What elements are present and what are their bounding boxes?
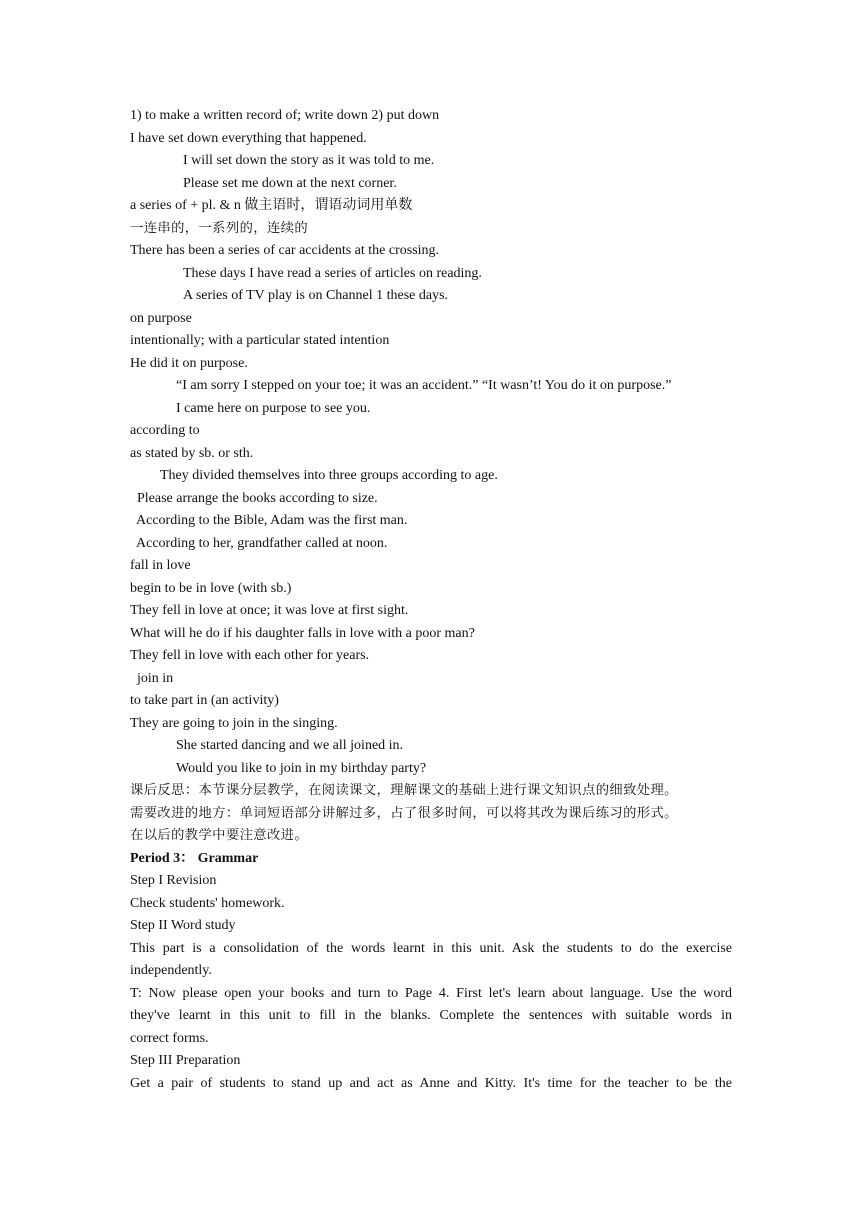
example-sentence: They fell in love at once; it was love at first sight. <box>130 603 409 618</box>
example-sentence: Would you like to join in my birthday party? <box>176 760 427 776</box>
phrase-heading: join in <box>137 670 174 686</box>
step-heading: Step III Preparation <box>130 1053 241 1068</box>
example-sentence: A series of TV play is on Channel 1 these days. <box>183 288 449 303</box>
example-sentence: What will he do if his daughter falls in love with a poor man? <box>130 625 475 641</box>
example-sentence: There has been a series of car accidents at the crossing. <box>130 243 440 258</box>
example-sentence: I came here on purpose to see you. <box>176 400 371 416</box>
phrase-heading: on purpose <box>130 310 192 326</box>
step-text: Check students' homework. <box>130 895 285 911</box>
example-sentence: “I am sorry I stepped on your toe; it was an accident.” “It wasn’t! You do it on purpose.” <box>176 378 672 393</box>
example-sentence: According to the Bible, Adam was the first man. <box>136 513 408 528</box>
example-sentence: They divided themselves into three groups according to age. <box>160 468 498 483</box>
definition-line: as stated by sb. or sth. <box>130 445 254 461</box>
step-text: T: Now please open your books and turn to Page 4. First let's learn about language. Use the word <box>130 985 732 1001</box>
example-sentence: They are going to join in the singing. <box>130 715 338 731</box>
phrase-heading: fall in love <box>130 558 191 573</box>
definition-line: intentionally; with a particular stated intention <box>130 333 390 348</box>
example-sentence: They fell in love with each other for years. <box>130 648 370 663</box>
step-heading: Step I Revision <box>130 873 217 888</box>
phrase-heading: according to <box>130 423 200 438</box>
definition-line: 一连串的，一系列的，连续的 <box>130 220 309 236</box>
reflection-line: 在以后的教学中要注意改进。 <box>130 828 309 843</box>
example-sentence: I will set down the story as it was told to me. <box>183 153 435 168</box>
example-sentence: I have set down everything that happened. <box>130 130 367 146</box>
example-sentence: Please arrange the books according to size. <box>137 490 378 506</box>
step-heading: Step II Word study <box>130 918 236 933</box>
phrase-heading: a series of + pl. & n 做主语时，谓语动词用单数 <box>130 198 413 213</box>
step-text: they've learnt in this unit to fill in the blanks. Complete the sentences with suitable words in <box>130 1008 732 1023</box>
step-text: correct forms. <box>130 1030 209 1046</box>
definition-line: to take part in (an activity) <box>130 693 279 708</box>
step-text: This part is a consolidation of the words learnt in this unit. Ask the students to do the exercise <box>130 940 732 956</box>
lesson-plan-text <box>130 105 732 1095</box>
example-sentence: Please set me down at the next corner. <box>183 175 397 191</box>
example-sentence: He did it on purpose. <box>130 355 248 371</box>
definition-line: begin to be in love (with sb.) <box>130 580 292 596</box>
example-sentence: She started dancing and we all joined in. <box>176 738 404 753</box>
reflection-line: 课后反思：本节课分层教学，在阅读课文，理解课文的基础上进行课文知识点的细致处理。 <box>130 783 678 798</box>
example-sentence: These days I have read a series of articles on reading. <box>183 265 482 281</box>
reflection-line: 需要改进的地方：单词短语部分讲解过多，占了很多时间，可以将其改为课后练习的形式。 <box>130 805 678 821</box>
definition-line: 1) to make a written record of; write down 2) put down <box>130 108 440 123</box>
step-text: Get a pair of students to stand up and act as Anne and Kitty. It's time for the teacher to be the <box>130 1075 732 1091</box>
example-sentence: According to her, grandfather called at noon. <box>136 535 388 551</box>
step-text: independently. <box>130 963 212 978</box>
period-heading: Period 3： Grammar <box>130 850 259 866</box>
